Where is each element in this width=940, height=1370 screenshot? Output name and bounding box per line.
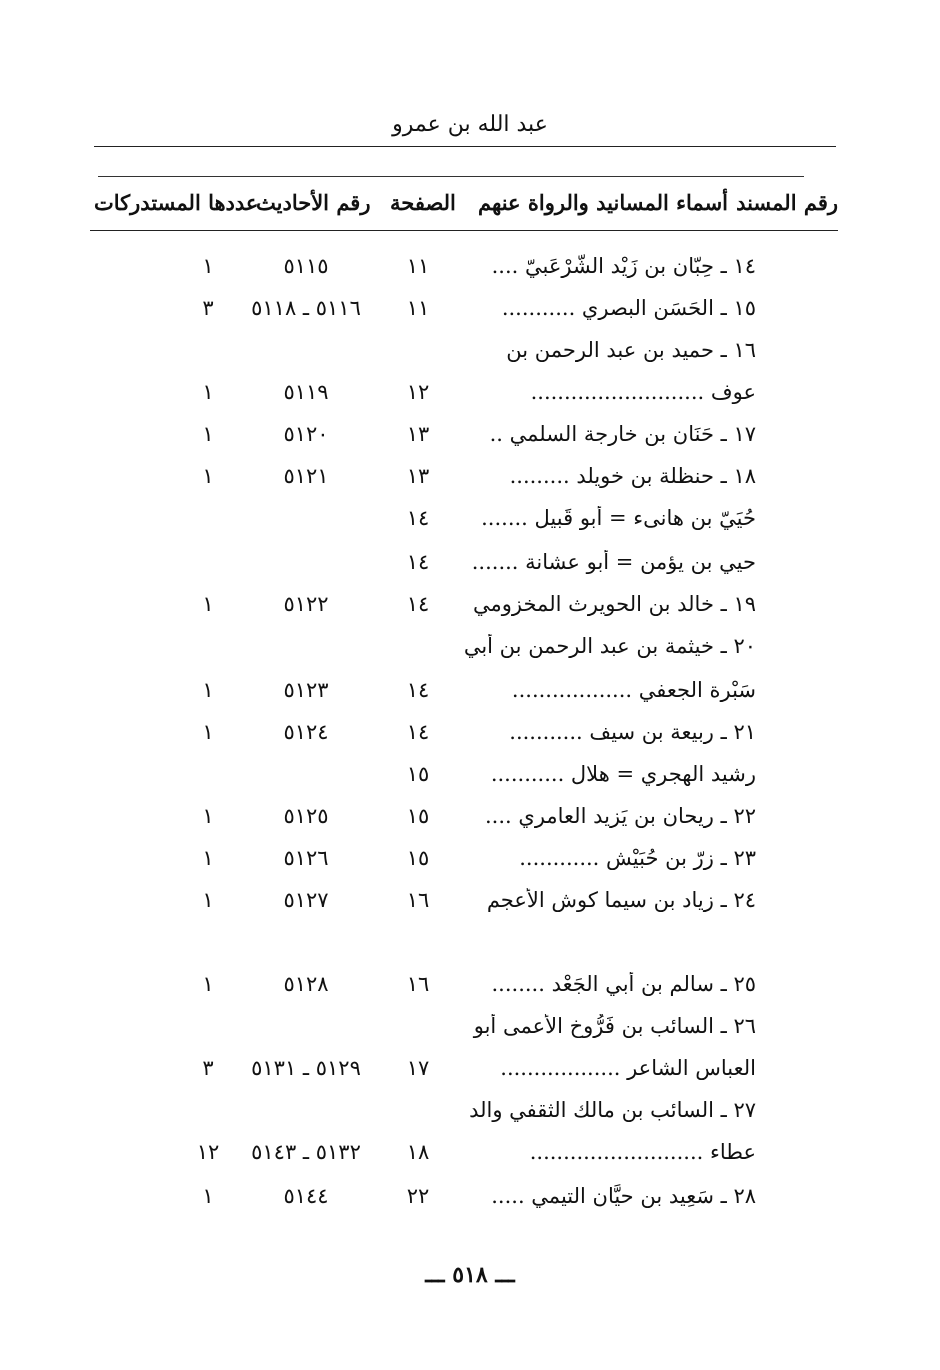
entry-hadith-nos: ٥١١٦ ـ ٥١١٨	[251, 296, 361, 320]
entry-hadith-nos: ٥١٢٤	[283, 720, 329, 744]
entry-page: ١٤	[406, 720, 430, 744]
column-header-page: الصفحة	[390, 190, 456, 215]
table-row	[0, 720, 940, 760]
entry-page: ١٥	[406, 846, 430, 870]
entry-count: ١٢	[196, 1140, 220, 1164]
table-row	[0, 678, 940, 718]
entry-page: ١٦	[406, 888, 430, 912]
entry-name: ١٨ ـ حنظلة بن خويلد .........	[509, 464, 756, 488]
entry-name: ٢٣ ـ زِرّ بن حُبَيْش ............	[519, 846, 756, 870]
entry-hadith-nos: ٥١٢٢	[283, 592, 329, 616]
entry-page: ١١	[406, 254, 430, 278]
entry-hadith-nos: ٥١٢٨	[283, 972, 329, 996]
entry-hadith-nos: ٥١١٩	[283, 380, 329, 404]
entry-hadith-nos: ٥١٢٠	[283, 422, 329, 446]
entry-page: ١١	[406, 296, 430, 320]
entry-hadith-nos: ٥١٢٩ ـ ٥١٣١	[251, 1056, 361, 1080]
entry-page: ١٤	[406, 592, 430, 616]
entry-count: ٣	[202, 1056, 214, 1080]
table-row	[0, 888, 940, 928]
entry-name: ٢٤ ـ زياد بن سيما كوش الأعجم	[486, 888, 756, 912]
entry-page: ١٦	[406, 972, 430, 996]
entry-hadith-nos: ٥١٢٣	[283, 678, 329, 702]
table-row	[0, 804, 940, 844]
entry-name: ١٦ ـ حميد بن عبد الرحمن بن	[506, 338, 756, 362]
entry-count: ١	[202, 464, 214, 488]
table-row	[0, 846, 940, 886]
entry-count: ١	[202, 254, 214, 278]
running-head: عبد الله بن عمرو	[392, 112, 548, 137]
entry-count: ١	[202, 804, 214, 828]
entry-count: ١	[202, 972, 214, 996]
entry-page: ١٢	[406, 380, 430, 404]
table-row	[0, 506, 940, 546]
table-row	[0, 254, 940, 294]
entry-page: ١٣	[406, 464, 430, 488]
entry-hadith-nos: ٥١٣٢ ـ ٥١٤٣	[251, 1140, 361, 1164]
table-row	[0, 1184, 940, 1224]
entry-name: ١٤ ـ حِبّان بن زَيْد الشّرْعَبيّ ....	[491, 254, 756, 278]
column-header-musnad-no: رقم المسند	[736, 190, 838, 215]
entry-page: ١٤	[406, 550, 430, 574]
entry-page: ١٥	[406, 762, 430, 786]
entry-name: ٢٨ ـ سَعِيد بن حيَّان التيمي .....	[491, 1184, 756, 1208]
entry-page: ١٤	[406, 678, 430, 702]
table-row	[0, 762, 940, 802]
entry-name: رشيد الهجري = هلال ...........	[490, 762, 756, 786]
entry-name: ١٩ ـ خالد بن الحويرث المخزومي	[473, 592, 756, 616]
entry-count: ١	[202, 678, 214, 702]
entry-count: ١	[202, 846, 214, 870]
column-header-rule	[90, 230, 838, 231]
entry-page: ١٨	[406, 1140, 430, 1164]
column-header-count: عددها المستدركات	[94, 190, 259, 215]
entry-page: ١٥	[406, 804, 430, 828]
entry-page: ١٤	[406, 506, 430, 530]
table-row	[0, 1056, 940, 1096]
entry-name: عوف ..........................	[530, 380, 756, 404]
entry-name: ٢٢ ـ ريحان بن يَزيد العامري ....	[485, 804, 756, 828]
entry-count: ١	[202, 422, 214, 446]
entry-name: ٢٠ ـ خيثمة بن عبد الرحمن بن أبي	[463, 634, 756, 658]
entry-hadith-nos: ٥١١٥	[283, 254, 329, 278]
table-row	[0, 338, 940, 378]
table-row	[0, 592, 940, 632]
entry-name: حيي بن يؤمن = أبو عشانة .......	[471, 550, 756, 574]
entry-page: ٢٢	[406, 1184, 430, 1208]
entry-name: العباس الشاعر ..................	[500, 1056, 756, 1080]
entry-name: ٢٧ ـ السائب بن مالك الثقفي والد	[469, 1098, 756, 1122]
table-row	[0, 634, 940, 674]
table-row	[0, 1140, 940, 1180]
entry-count: ٣	[202, 296, 214, 320]
entry-name: ٢٦ ـ السائب بن فَرُّوخ الأعمى أبو	[473, 1014, 756, 1038]
header-rule	[94, 146, 836, 147]
entry-count: ١	[202, 720, 214, 744]
entry-name: سَبْرة الجعفي ..................	[511, 678, 756, 702]
column-header-hadith-nos: رقم الأحاديث	[256, 190, 371, 215]
entry-name: ٢١ ـ ربيعة بن سيف ...........	[509, 720, 756, 744]
table-row	[0, 1014, 940, 1054]
page-number: ـــ ٥١٨ ـــ	[425, 1262, 515, 1288]
column-header-names: أسماء المسانيد والرواة عنهم	[478, 190, 728, 215]
table-row	[0, 380, 940, 420]
entry-count: ١	[202, 592, 214, 616]
entry-hadith-nos: ٥١٤٤	[283, 1184, 329, 1208]
entry-page: ١٣	[406, 422, 430, 446]
entry-count: ١	[202, 1184, 214, 1208]
entry-name: عطاء ..........................	[529, 1140, 756, 1164]
entry-count: ١	[202, 888, 214, 912]
entry-name: حُيَيّ بن هانىء = أبو قَبيل .......	[481, 506, 756, 530]
table-row	[0, 972, 940, 1012]
entry-name: ١٥ ـ الحَسَن البصري ...........	[501, 296, 756, 320]
entry-hadith-nos: ٥١٢١	[283, 464, 329, 488]
table-row	[0, 550, 940, 590]
header-rule-secondary	[98, 176, 804, 177]
table-row	[0, 422, 940, 462]
entry-hadith-nos: ٥١٢٧	[283, 888, 329, 912]
entry-name: ١٧ ـ حَنَان بن خارجة السلمي ..	[489, 422, 756, 446]
table-row	[0, 464, 940, 504]
table-row	[0, 1098, 940, 1138]
entry-hadith-nos: ٥١٢٦	[283, 846, 329, 870]
table-row	[0, 296, 940, 336]
entry-page: ١٧	[406, 1056, 430, 1080]
entry-name: ٢٥ ـ سالم بن أبي الجَعْد ........	[491, 972, 756, 996]
entry-count: ١	[202, 380, 214, 404]
entry-hadith-nos: ٥١٢٥	[283, 804, 329, 828]
